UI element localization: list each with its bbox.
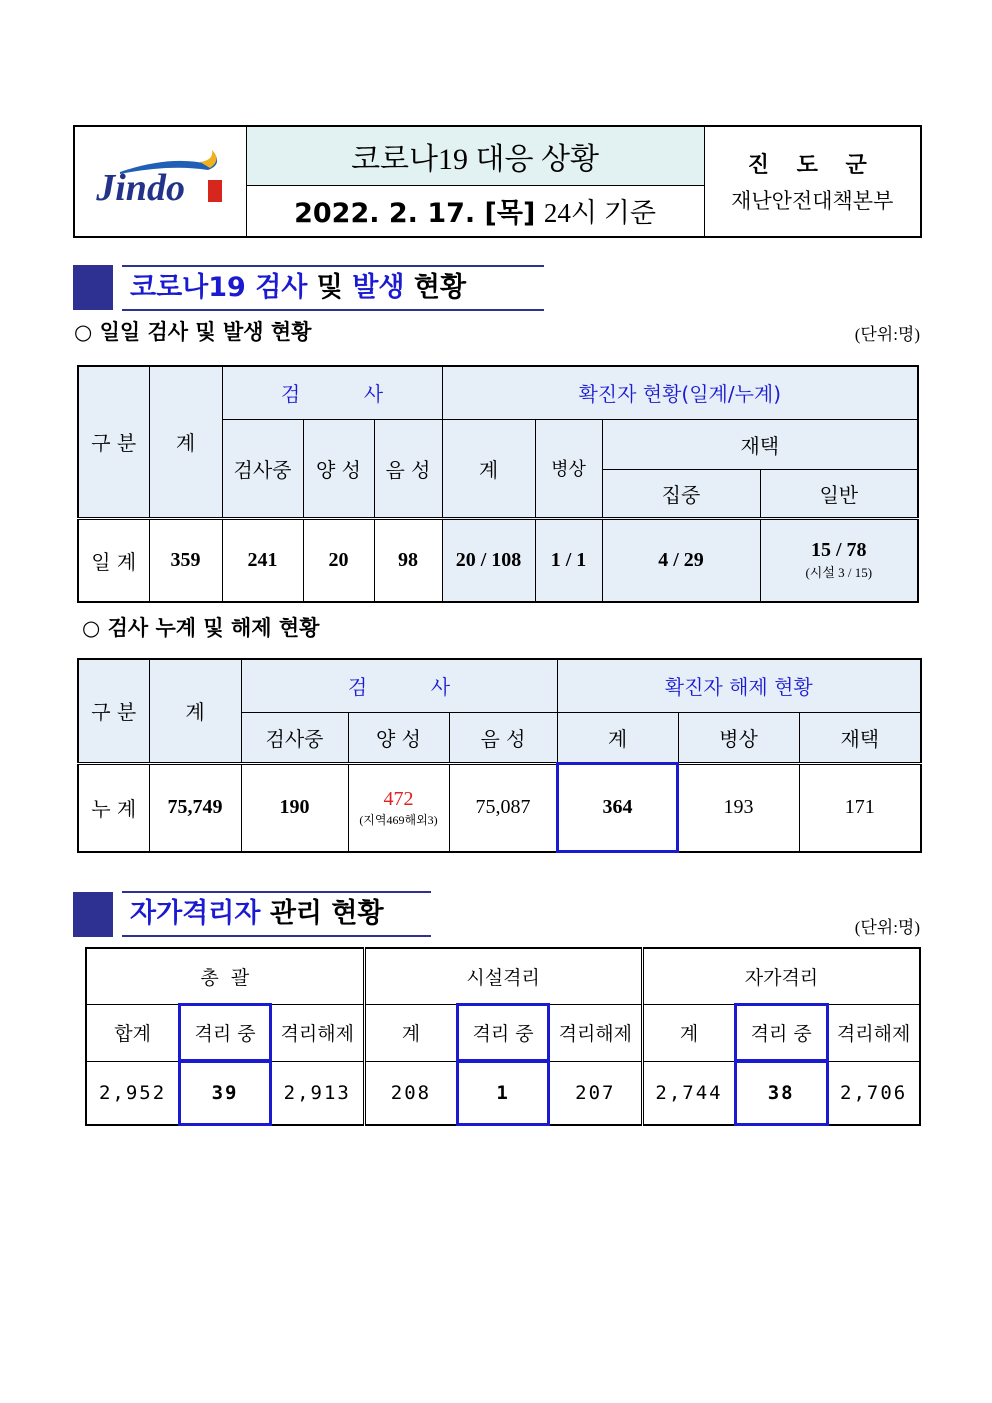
section2-title: 자가격리자 관리 현황: [122, 891, 431, 937]
row-label: 일 계: [78, 518, 149, 602]
quarantine-value: 2,744: [642, 1061, 735, 1125]
header-table: [73, 125, 922, 238]
col-positive: 양 성: [348, 712, 449, 763]
col-confirmed: 확진자 현황(일계/누계): [442, 366, 918, 419]
cell-testing: 190: [241, 763, 348, 852]
cell-rel-total: 364: [557, 763, 678, 852]
col-testing: 검사중: [222, 419, 303, 518]
cell-positive: 472 (지역469해외3): [348, 763, 449, 852]
quarantine-col-header: 계: [642, 1004, 735, 1061]
col-test: 검 사: [241, 659, 557, 712]
quarantine-table: [85, 947, 921, 1126]
col-total: 계: [149, 659, 241, 763]
col-home: 재택: [602, 419, 918, 469]
quarantine-value: 38: [735, 1061, 828, 1125]
cell-positive: 20: [303, 518, 374, 602]
quarantine-value: 39: [179, 1061, 272, 1125]
col-conf-total: 계: [442, 419, 535, 518]
quarantine-value: 2,952: [86, 1061, 179, 1125]
quarantine-col-header: 격리 중: [735, 1004, 828, 1061]
org-dept: 재난안전대책본부: [731, 189, 894, 213]
quarantine-value: 1: [457, 1061, 550, 1125]
col-hospital: 병상: [678, 712, 799, 763]
jindo-logo: Jindo: [74, 126, 246, 237]
table-row: [86, 1061, 920, 1125]
col-negative: 음 성: [374, 419, 442, 518]
cumulative-table: [77, 658, 922, 853]
cell-general: 15 / 78 (시설 3 / 15): [760, 518, 918, 602]
quarantine-unit: (단위:명): [854, 918, 920, 937]
section-marker: [73, 265, 113, 310]
report-date: 2022. 2. 17. [목] 24시 기준: [246, 185, 704, 237]
quarantine-col-header: 격리해제: [271, 1004, 364, 1061]
group-facility: 시설격리: [364, 948, 642, 1004]
cell-intensive: 4 / 29: [602, 518, 760, 602]
section-marker: [73, 892, 113, 937]
col-home: 재택: [799, 712, 921, 763]
daily-unit: (단위:명): [854, 325, 920, 344]
quarantine-value: 208: [364, 1061, 457, 1125]
quarantine-col-header: 격리 중: [179, 1004, 272, 1061]
daily-subtitle: ○ 일일 검사 및 발생 현황: [74, 320, 312, 344]
col-test: 검 사: [222, 366, 442, 419]
cell-hospital: 193: [678, 763, 799, 852]
cell-hospital: 1 / 1: [535, 518, 602, 602]
col-hospital: 병상: [535, 419, 602, 518]
quarantine-col-header: 격리해제: [549, 1004, 642, 1061]
quarantine-col-header: 계: [364, 1004, 457, 1061]
quarantine-col-header: 합계: [86, 1004, 179, 1061]
cell-home: 171: [799, 763, 921, 852]
group-overall: 총 괄: [86, 948, 364, 1004]
cell-negative: 98: [374, 518, 442, 602]
col-negative: 음 성: [449, 712, 557, 763]
cell-conf-total: 20 / 108: [442, 518, 535, 602]
col-release: 확진자 해제 현황: [557, 659, 921, 712]
group-self: 자가격리: [642, 948, 920, 1004]
quarantine-col-header: 격리 중: [457, 1004, 550, 1061]
table-row: [78, 763, 921, 852]
quarantine-value: 2,913: [271, 1061, 364, 1125]
quarantine-value: 207: [549, 1061, 642, 1125]
col-testing: 검사중: [241, 712, 348, 763]
cell-total: 75,749: [149, 763, 241, 852]
cell-total: 359: [149, 518, 222, 602]
col-general: 일반: [760, 469, 918, 518]
row-label: 누 계: [78, 763, 149, 852]
cumulative-subtitle: ○ 검사 누계 및 해제 현황: [82, 616, 320, 640]
cell-negative: 75,087: [449, 763, 557, 852]
quarantine-value: 2,706: [828, 1061, 921, 1125]
col-intensive: 집중: [602, 469, 760, 518]
daily-table: [77, 365, 919, 603]
table-row: [78, 518, 918, 602]
col-category: 구 분: [78, 659, 149, 763]
org-info: [704, 126, 921, 237]
col-positive: 양 성: [303, 419, 374, 518]
org-name: 진 도 군: [747, 153, 877, 178]
cell-testing: 241: [222, 518, 303, 602]
section1-title: 코로나19 검사 및 발생 현황: [122, 265, 544, 311]
col-rel-total: 계: [557, 712, 678, 763]
col-category: 구 분: [78, 366, 149, 518]
report-title: 코로나19 대응 상황: [246, 126, 704, 185]
quarantine-col-header: 격리해제: [828, 1004, 921, 1061]
col-total: 계: [149, 366, 222, 518]
